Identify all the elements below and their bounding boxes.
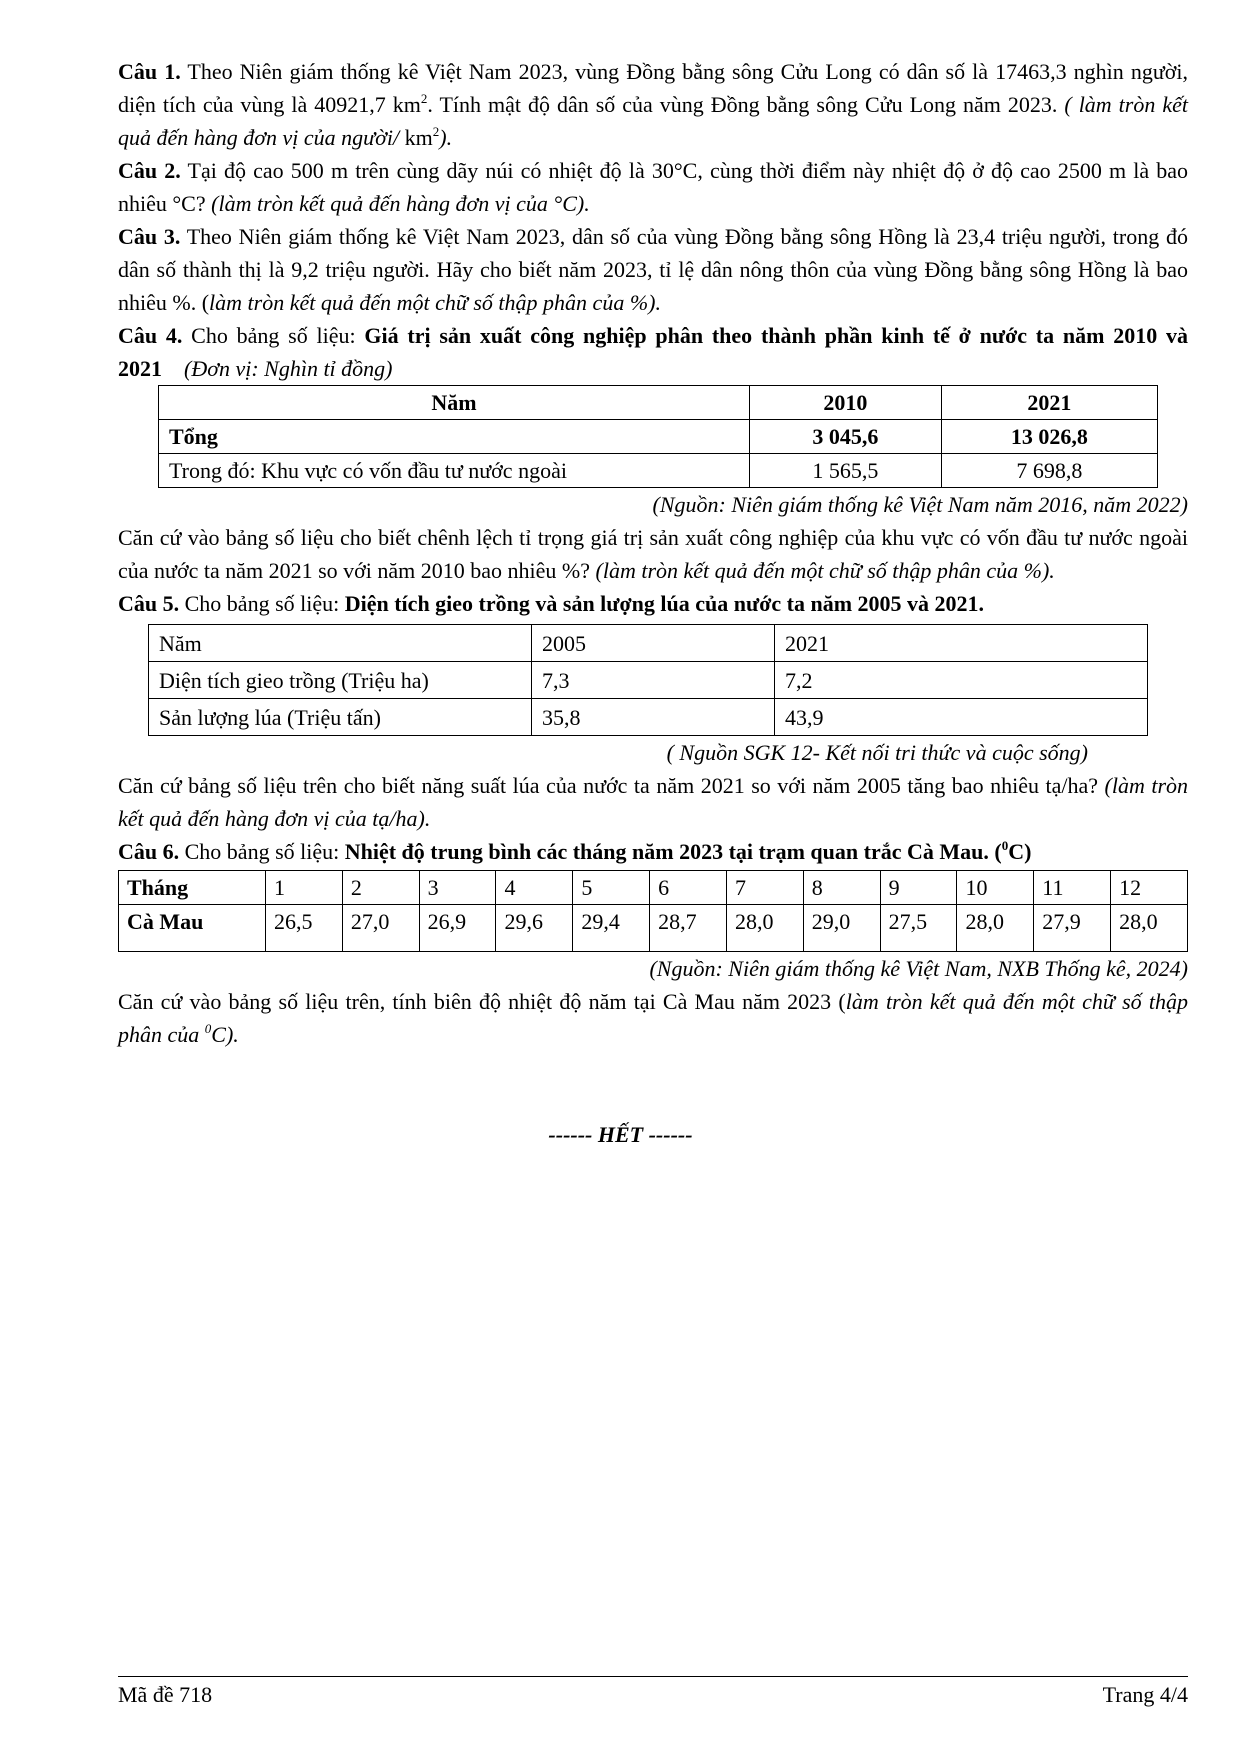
table-cell: 11: [1034, 871, 1111, 905]
table-cell: 1: [266, 871, 343, 905]
hint-text: ( làm tròn kết quả đến hàng đơn vị của người/: [118, 92, 1188, 150]
table-cell: 28,0: [957, 905, 1034, 952]
table-row: [159, 454, 1158, 488]
table-cell: Tổng: [159, 420, 750, 454]
unit-text: km: [404, 125, 433, 150]
superscript: 0: [1001, 837, 1009, 853]
table-source: ( Nguồn SGK 12- Kết nối tri thức và cuộc sống): [666, 740, 1088, 765]
question-text: Theo Niên giám thống kê Việt Nam 2023, vùng Đồng bằng sông Cửu Long có dân số là 17463,3 nghìn người, diện tích của vùng là 40921,7 km: [118, 59, 1189, 117]
table-cell: 43,9: [775, 699, 1148, 736]
table-cell: 35,8: [532, 699, 775, 736]
table-cell: 3 045,6: [750, 420, 942, 454]
table-cell: 28,7: [650, 905, 727, 952]
question-3: [118, 220, 1188, 319]
table-cell: 3: [419, 871, 496, 905]
table-cell: Tháng: [119, 871, 266, 905]
title-text: Nhiệt độ trung bình các tháng năm 2023 tại trạm quan trắc Cà Mau. (: [344, 839, 1002, 864]
hint-text: C).: [211, 1022, 239, 1047]
table-cell: 12: [1111, 871, 1188, 905]
superscript: 2: [420, 90, 428, 106]
table-header-cell: Năm: [159, 386, 750, 420]
question-label: Câu 3.: [118, 224, 181, 249]
industry-value-table: [158, 385, 1158, 488]
table-cell: 7: [726, 871, 803, 905]
table-cell: 27,0: [342, 905, 419, 952]
question-text: Theo Niên giám thống kê Việt Nam 2023, dân số của vùng Đồng bằng sông Hồng là 23,4 triệu người, trong đó dân số thành thị là 9,2 triệu người. Hãy cho biết năm 2023, tỉ lệ dân nông thôn của vùng Đồng bằng sông Hồng là bao nhiêu %. (: [118, 224, 1188, 315]
table-cell: 28,0: [1111, 905, 1188, 952]
table-source: (Nguồn: Niên giám thống kê Việt Nam, NXB Thống kê, 2024): [649, 956, 1188, 981]
table-source: (Nguồn: Niên giám thống kê Việt Nam năm 2016, năm 2022): [652, 492, 1188, 517]
rounding-hint: làm tròn kết quả đến một chữ số thập phân của %).: [209, 290, 661, 315]
table-cell: 4: [496, 871, 573, 905]
hint-text: làm tròn kết quả đến một chữ số thập phân của: [118, 989, 1188, 1047]
table-cell: 27,9: [1034, 905, 1111, 952]
table-cell: 26,9: [419, 905, 496, 952]
table-header-cell: 2010: [750, 386, 942, 420]
table-cell: 5: [573, 871, 650, 905]
table-cell: 10: [957, 871, 1034, 905]
question-label: Câu 2.: [118, 158, 181, 183]
question-label: Câu 5.: [118, 591, 180, 616]
rounding-hint: (làm tròn kết quả đến một chữ số thập phân của %).: [595, 558, 1055, 583]
question-1: [118, 55, 1188, 154]
hint-text: ).: [439, 125, 453, 150]
table-title: Giá trị sản xuất công nghiệp phân theo thành phần kinh tế ở nước ta năm 2010 và 2021: [118, 323, 1188, 381]
temperature-table: [118, 870, 1188, 952]
table-header-row: [159, 386, 1158, 420]
table-cell: 29,6: [496, 905, 573, 952]
question-4: [118, 319, 1188, 385]
table-cell: 29,0: [803, 905, 880, 952]
question-6-task: [118, 985, 1188, 1051]
table-header-cell: 2021: [941, 386, 1157, 420]
table-cell: 2021: [775, 625, 1148, 662]
table-cell: 6: [650, 871, 727, 905]
table-cell: 7,2: [775, 662, 1148, 699]
question-5: [118, 587, 1188, 620]
table-cell: 1 565,5: [750, 454, 942, 488]
question-text: Tại độ cao 500 m trên cùng dãy núi có nhiệt độ là 30°C, cùng thời điểm này nhiệt độ ở độ cao 2500 m là bao nhiêu °C?: [118, 158, 1189, 216]
exam-code: Mã đề 718: [118, 1682, 213, 1707]
table-row: [119, 905, 1188, 952]
table-cell: 13 026,8: [941, 420, 1157, 454]
question-text: Cho bảng số liệu:: [179, 839, 345, 864]
table-cell: 29,4: [573, 905, 650, 952]
table-row: [159, 420, 1158, 454]
question-label: Câu 1.: [118, 59, 181, 84]
table-cell: 9: [880, 871, 957, 905]
question-text: Cho bảng số liệu:: [179, 591, 345, 616]
superscript: 2: [432, 123, 440, 139]
rounding-hint: (làm tròn kết quả đến hàng đơn vị của °C).: [211, 191, 590, 216]
table-cell: 2: [342, 871, 419, 905]
end-marker: ------ HẾT ------: [548, 1122, 693, 1147]
question-text: Căn cứ bảng số liệu trên cho biết năng suất lúa của nước ta năm 2021 so với năm 2005 tăng bao nhiêu tạ/ha?: [118, 773, 1105, 798]
table-cell: 26,5: [266, 905, 343, 952]
question-4-task: [118, 521, 1188, 587]
table-cell: 27,5: [880, 905, 957, 952]
table-cell: 8: [803, 871, 880, 905]
table-title: Diện tích gieo trồng và sản lượng lúa của nước ta năm 2005 và 2021.: [344, 591, 985, 616]
table-row: [149, 625, 1148, 662]
question-2: [118, 154, 1188, 220]
question-text: . Tính mật độ dân số của vùng Đồng bằng sông Cửu Long năm 2023.: [427, 92, 1065, 117]
question-6: [118, 835, 1188, 868]
table-cell: Cà Mau: [119, 905, 266, 952]
table-unit: (Đơn vị: Nghìn tỉ đồng): [184, 356, 393, 381]
question-text: Cho bảng số liệu:: [182, 323, 365, 348]
exam-content: [118, 55, 1188, 1051]
table-title: [345, 839, 1032, 864]
table-row: [119, 871, 1188, 905]
footer-divider: [118, 1676, 1188, 1677]
question-text: Căn cứ vào bảng số liệu trên, tính biên độ nhiệt độ năm tại Cà Mau năm 2023 (: [118, 989, 846, 1014]
table-cell: 2005: [532, 625, 775, 662]
page-number: Trang 4/4: [1102, 1682, 1188, 1707]
table-cell: 28,0: [726, 905, 803, 952]
question-label: Câu 6.: [118, 839, 180, 864]
table-cell: 7,3: [532, 662, 775, 699]
table-cell: Trong đó: Khu vực có vốn đầu tư nước ngoài: [159, 454, 750, 488]
rounding-hint: (làm tròn kết quả đến hàng đơn vị của tạ/ha).: [118, 773, 1189, 831]
question-5-task: [118, 769, 1188, 835]
table-row: [149, 662, 1148, 699]
superscript: 0: [204, 1020, 212, 1036]
table-cell: 7 698,8: [941, 454, 1157, 488]
table-cell: Diện tích gieo trồng (Triệu ha): [149, 662, 532, 699]
rice-production-table: [148, 624, 1148, 736]
table-cell: Năm: [149, 625, 532, 662]
title-text: C): [1008, 839, 1032, 864]
table-cell: Sản lượng lúa (Triệu tấn): [149, 699, 532, 736]
question-label: Câu 4.: [118, 323, 183, 348]
question-text: Căn cứ vào bảng số liệu cho biết chênh lệch tỉ trọng giá trị sản xuất công nghiệp của khu vực có vốn đầu tư nước ngoài của nước ta năm 2021 so với năm 2010 bao nhiêu %?: [118, 525, 1188, 583]
table-row: [149, 699, 1148, 736]
